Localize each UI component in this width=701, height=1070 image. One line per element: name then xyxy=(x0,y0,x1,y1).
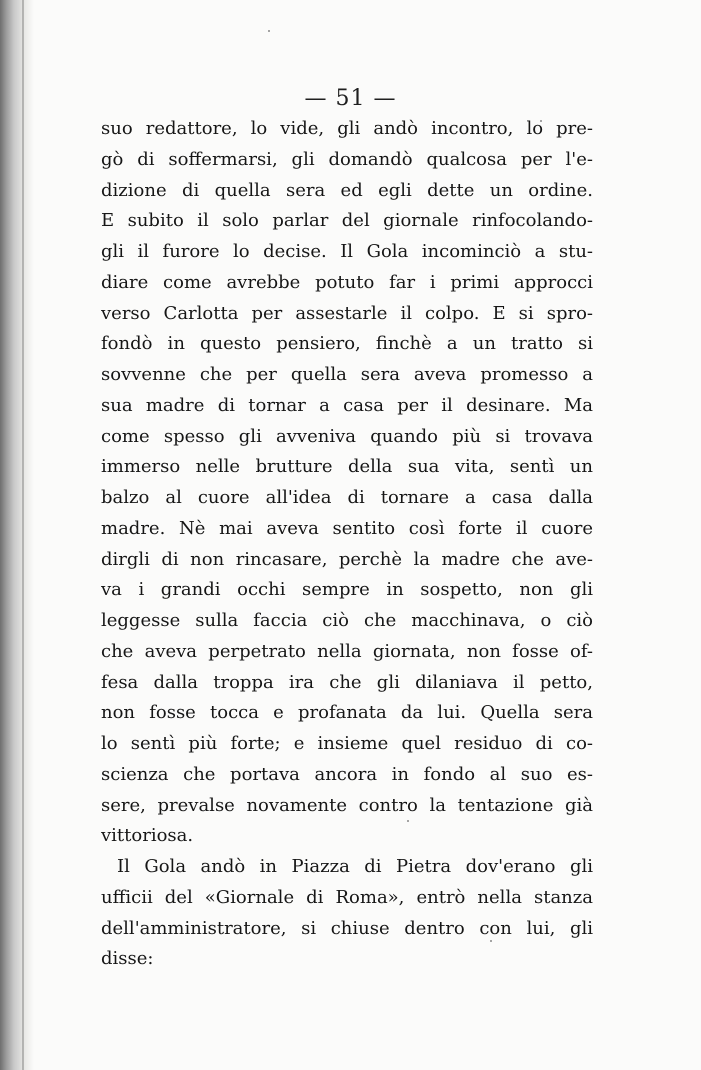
body-text xyxy=(101,114,593,975)
paragraph-first-line: Il Gola andò in Piazza di Pietra dov'erano gli xyxy=(117,856,593,877)
text-line: sere, prevalse novamente contro la tentazione già xyxy=(101,794,593,816)
text-line: ufficii del «Giornale di Roma», entrò nella stanza xyxy=(101,886,593,908)
text-line: verso Carlotta per assestarle il colpo. E si spro- xyxy=(101,302,593,324)
text-line: come spesso gli avveniva quando più si trovava xyxy=(101,425,593,447)
text-line: suo redattore, lo vide, gli andò incontro, lo pre- xyxy=(101,118,593,139)
binding-shadow xyxy=(0,0,34,1070)
text-line: sovvenne che per quella sera aveva promesso a xyxy=(101,364,593,385)
paragraph-last-line: disse: xyxy=(101,948,154,970)
text-line: dirgli di non rincasare, perchè la madre che ave- xyxy=(101,548,593,570)
text-line: fesa dalla troppa ira che gli dilaniava il petto, xyxy=(101,671,593,693)
text-line: dell'amministratore, si chiuse dentro con lui, gli xyxy=(101,917,593,939)
paper-speck xyxy=(268,30,270,32)
text-line: gò di soffermarsi, gli domandò qualcosa per l'e- xyxy=(101,148,593,170)
text-line: immerso nelle brutture della sua vita, sentì un xyxy=(101,456,593,478)
text-line: sua madre di tornar a casa per il desinare. Ma xyxy=(101,394,593,416)
text-line: leggesse sulla faccia ciò che macchinava, o ciò xyxy=(101,610,593,631)
binding-edge xyxy=(22,0,24,1070)
text-line: non fosse tocca e profanata da lui. Quella sera xyxy=(101,702,593,724)
text-line: E subito il solo parlar del giornale rinfocolando- xyxy=(101,210,593,232)
text-line: gli il furore lo decise. Il Gola incominciò a stu- xyxy=(101,241,593,262)
text-line: va i grandi occhi sempre in sospetto, non gli xyxy=(101,579,593,601)
text-line: dizione di quella sera ed egli dette un ordine. xyxy=(101,179,593,201)
page-number: — 51 — xyxy=(304,86,397,111)
text-line: diare come avrebbe potuto far i primi approcci xyxy=(101,271,593,293)
paragraph-last-line: vittoriosa. xyxy=(101,825,194,847)
text-line: fondò in questo pensiero, finchè a un tratto si xyxy=(101,333,593,355)
text-line: lo sentì più forte; e insieme quel residuo di co- xyxy=(101,733,593,754)
text-line: madre. Nè mai aveva sentito così forte il cuore xyxy=(101,517,593,539)
text-line: che aveva perpetrato nella giornata, non fosse of- xyxy=(101,640,593,662)
text-line: scienza che portava ancora in fondo al suo es- xyxy=(101,763,593,785)
text-line: balzo al cuore all'idea di tornare a casa dalla xyxy=(101,487,593,508)
